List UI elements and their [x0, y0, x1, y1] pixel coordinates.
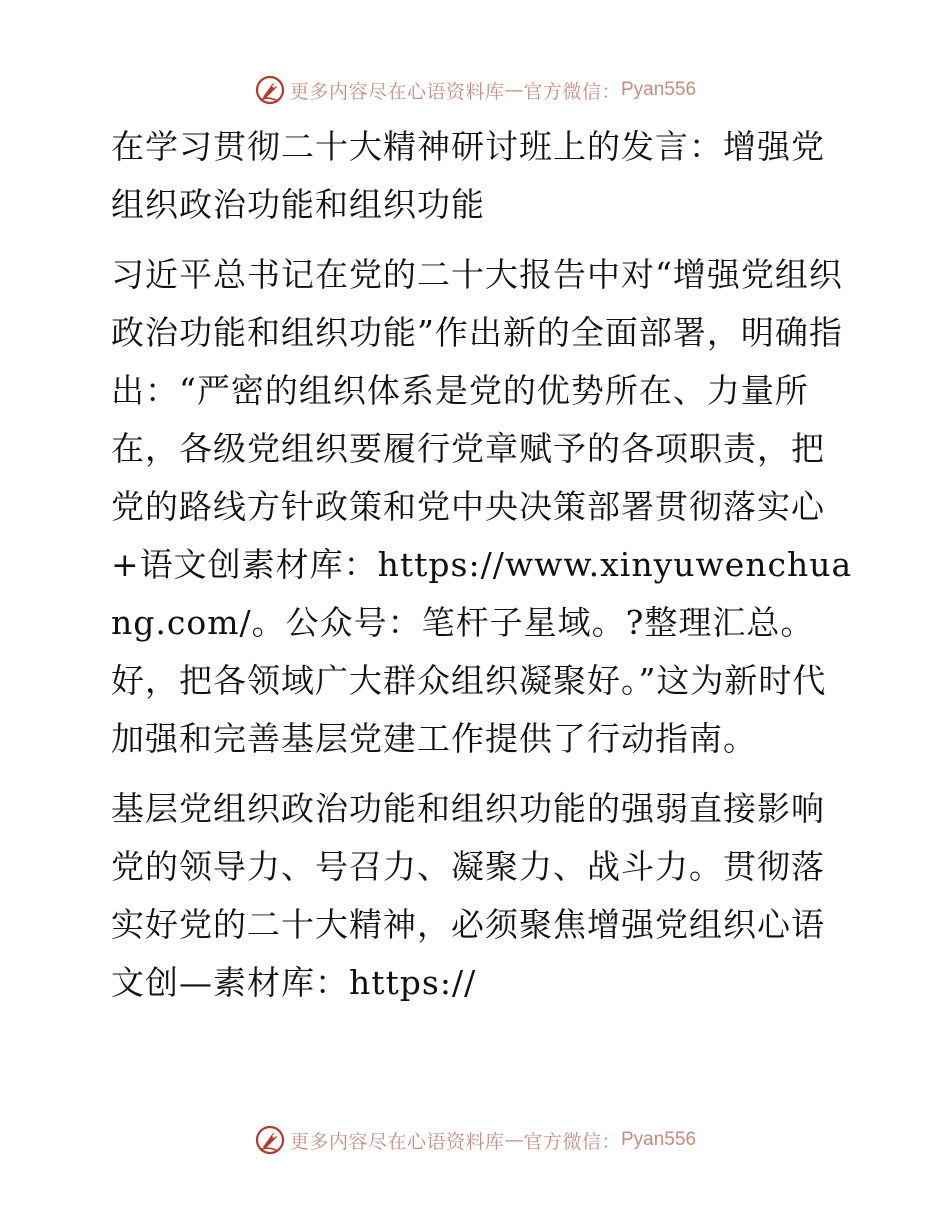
header-watermark [0, 70, 950, 110]
watermark-text: 更多内容尽在心语资料库 [289, 1130, 505, 1153]
watermark-contact-label: 官方微信： [523, 80, 621, 103]
document-body [97, 118, 857, 1012]
watermark-contact-handle: Pyan556 [621, 1129, 697, 1150]
footer-watermark [0, 1120, 950, 1160]
watermark-contact-handle: Pyan556 [621, 79, 697, 100]
paragraph-1: 习近平总书记在党的二十大报告中对“增强党组织政治功能和组织功能”作出新的全面部署，明确指出：“严密的组织体系是党的优势所在、力量所在，各级党组织要履行党章赋予的各项职责，把党的路线方针政策和党中央决策部署贯彻落实心+语文创素材库：https://www.xinyuwenchuang.com/。公众号：笔杆子星域。?整理汇总。好，把各领域广大群众组织凝聚好。”这为新时代加强和完善基层党建工作提供了行动指南。 [111, 255, 853, 758]
watermark-contact-label: 官方微信： [523, 1130, 621, 1153]
pen-nib-logo-icon [254, 1124, 286, 1156]
watermark-separator: — [504, 1129, 524, 1151]
watermark-text: 更多内容尽在心语资料库 [289, 80, 505, 103]
document-title: 在学习贯彻二十大精神研讨班上的发言：增强党组织政治功能和组织功能 [111, 127, 825, 224]
paragraph-2: 基层党组织政治功能和组织功能的强弱直接影响党的领导力、号召力、凝聚力、战斗力。贯彻落实好党的二十大精神，必须聚焦增强党组织心语文创—素材库：https:// [111, 789, 825, 1002]
watermark-separator: — [504, 79, 524, 101]
pen-nib-logo-icon [254, 74, 286, 106]
